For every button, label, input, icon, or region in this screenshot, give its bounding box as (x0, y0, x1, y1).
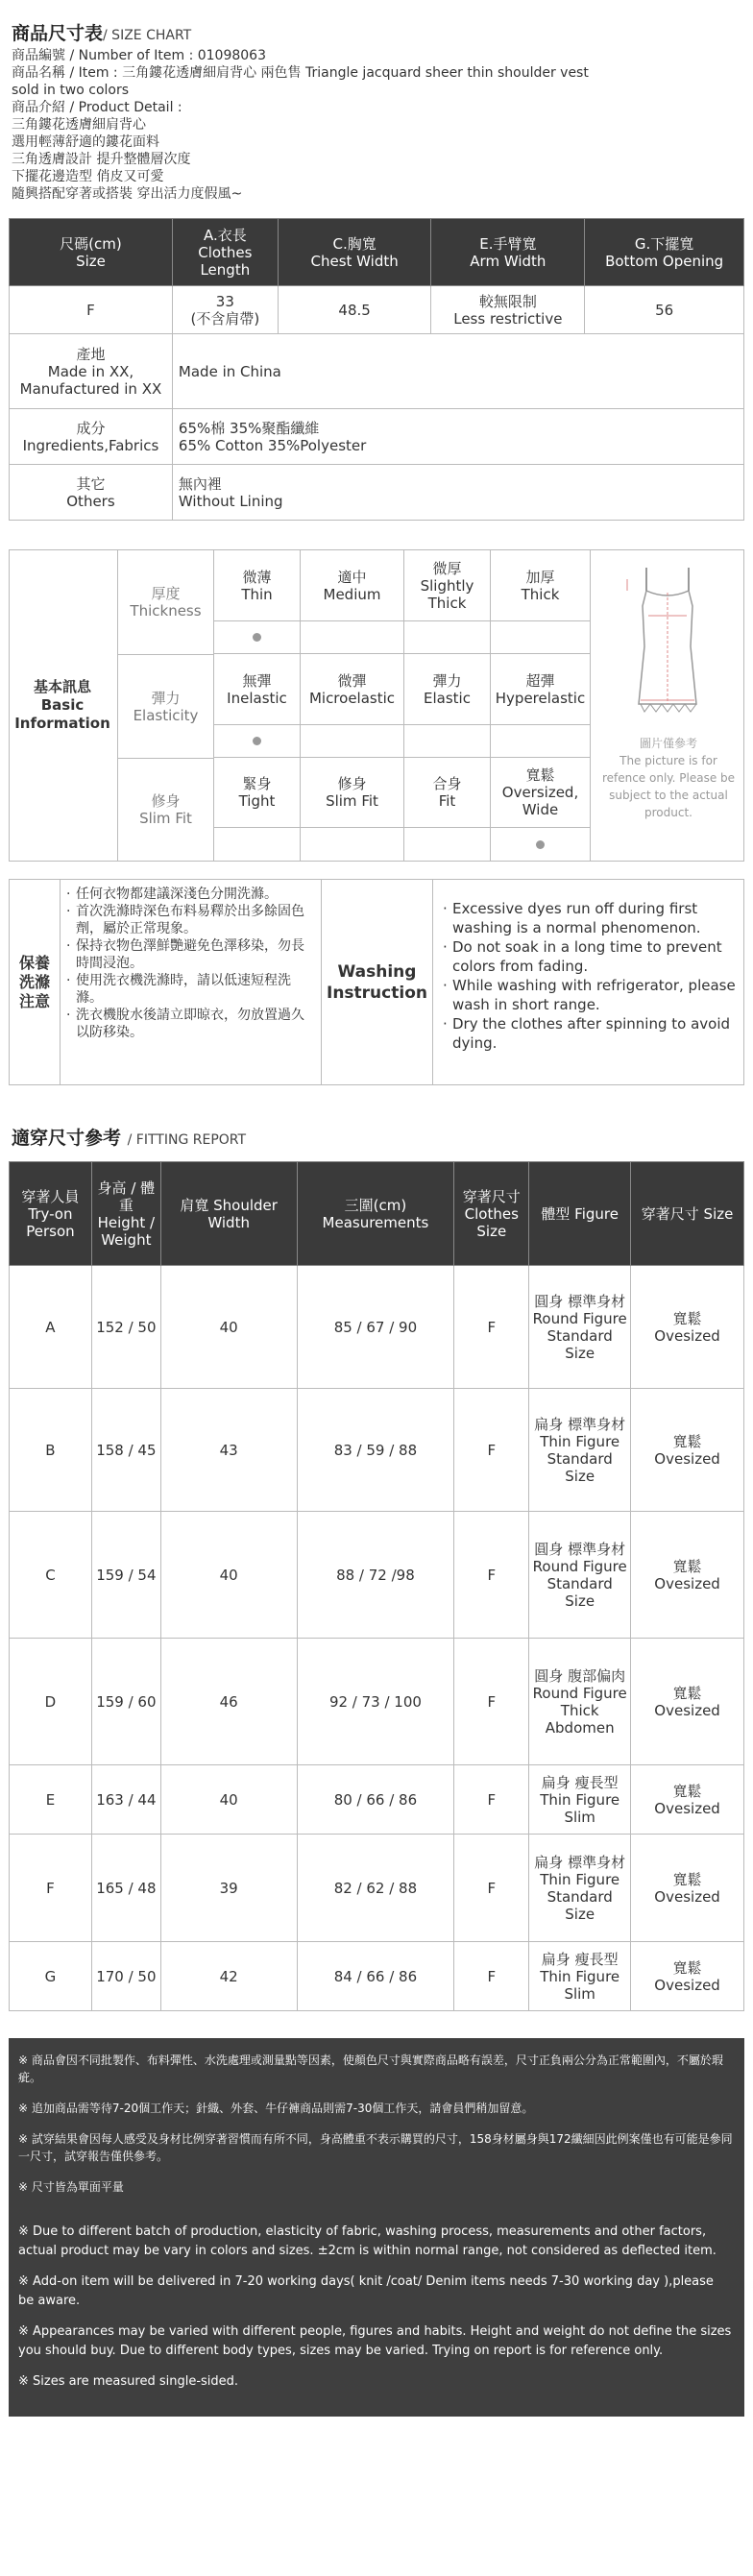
person-cell: E (10, 1765, 92, 1835)
option-elastic: 彈力 Elastic (403, 654, 490, 725)
fit-cell: 寬鬆 Ovesized (631, 1266, 744, 1389)
thickness-label: 厚度 Thickness (117, 550, 213, 654)
elasticity-label: 彈力 Elasticity (117, 654, 213, 758)
note-zh: ※ 商品會因不同批製作、布料彈性、水洗處理或測量點等因素，使顏色尺寸與實際商品略有誤差，尺寸正負兩公分為正常範圍內，不屬於瑕疵。 (18, 2054, 723, 2084)
list-item: · 首次洗滌時深色布料易釋於出多餘固色劑，屬於正常現象。 (66, 904, 304, 936)
detail-line: 隨興搭配穿著或搭裝 穿出活力度假風~ (12, 186, 243, 202)
option-tight: 緊身 Tight (213, 758, 300, 828)
option-slim-fit: 修身 Slim Fit (300, 758, 403, 828)
clothes-size-cell: F (454, 1765, 529, 1835)
figure-cell: 圓身 標準身材 Round Figure Standard Size (529, 1266, 631, 1389)
slimfit-marker (490, 828, 590, 861)
clothes-size-cell: F (454, 1942, 529, 2011)
measurements-cell: 85 / 67 / 90 (297, 1266, 454, 1389)
person-cell: D (10, 1639, 92, 1765)
empty-cell (213, 828, 300, 861)
figure-cell: 圓身 標準身材 Round Figure Standard Size (529, 1512, 631, 1639)
fitting-header-cell: 穿著尺寸 Size (631, 1162, 744, 1266)
fitting-header-row (10, 1162, 744, 1266)
fitting-header-cell: 穿著人員 Try-on Person (10, 1162, 92, 1266)
length-cell: 33 (不含肩帶) (172, 286, 278, 334)
size-header-row (10, 219, 744, 286)
figure-cell: 扁身 標準身材 Thin Figure Standard Size (529, 1835, 631, 1942)
empty-cell (300, 725, 403, 758)
height-weight-cell: 158 / 45 (91, 1389, 160, 1512)
thickness-marker (213, 621, 300, 654)
washing-zh-list (60, 880, 321, 1084)
figure-cell: 圓身 腹部偏肉 Round Figure Thick Abdomen (529, 1639, 631, 1765)
origin-label: 產地 Made in XX, Manufactured in XX (10, 334, 173, 409)
height-weight-cell: 159 / 54 (91, 1512, 160, 1639)
size-header-cell: 尺碼(cm) Size (10, 219, 173, 286)
others-value: 無內裡 Without Lining (172, 465, 743, 521)
height-weight-cell: 152 / 50 (91, 1266, 160, 1389)
ingredients-row (10, 409, 744, 465)
others-row (10, 465, 744, 521)
measurements-cell: 88 / 72 /98 (297, 1512, 454, 1639)
list-item: · While washing with refrigerator, please wash in short range. (443, 977, 736, 1013)
ingredients-label: 成分 Ingredients,Fabrics (10, 409, 173, 465)
item-name: 商品名稱 / Item : 三角鏤花透膚細肩背心 兩色售 Triangle jacquard sheer thin shoulder vest (12, 65, 589, 81)
shoulder-cell: 42 (160, 1942, 297, 2011)
person-cell: C (10, 1512, 92, 1639)
fit-cell: 寬鬆 Ovesized (631, 1389, 744, 1512)
fitting-header-cell: 三圍(cm) Measurements (297, 1162, 454, 1266)
figure-cell: 扁身 標準身材 Thin Figure Standard Size (529, 1389, 631, 1512)
shoulder-cell: 40 (160, 1512, 297, 1639)
fit-cell: 寬鬆 Ovesized (631, 1512, 744, 1639)
person-cell: F (10, 1835, 92, 1942)
product-diagram (590, 550, 743, 861)
product-info (12, 47, 741, 203)
elasticity-marker (213, 725, 300, 758)
option-thick: 加厚 Thick (490, 550, 590, 621)
empty-cell (300, 621, 403, 654)
person-cell: B (10, 1389, 92, 1512)
title-en: / SIZE CHART (103, 28, 192, 43)
measurements-cell: 83 / 59 / 88 (297, 1389, 454, 1512)
fit-cell: 寬鬆 Ovesized (631, 1942, 744, 2011)
size-header-cell: E.手臂寬 Arm Width (431, 219, 585, 286)
fitting-header-cell: 體型 Figure (529, 1162, 631, 1266)
figure-cell: 扁身 瘦長型 Thin Figure Slim (529, 1942, 631, 2011)
size-row (10, 286, 744, 334)
table-row (10, 1389, 744, 1512)
detail-line: 三角透膚設計 提升整體層次度 (12, 152, 191, 167)
list-item: · 洗衣機脫水後請立即晾衣，勿放置過久以防移染。 (66, 1008, 304, 1040)
image-note: 圖片僅參考 The picture is for refence only. Please be subject to the actual product. (601, 737, 736, 819)
basic-info-label: 基本訊息 Basic Information (14, 678, 110, 732)
person-cell: A (10, 1266, 92, 1389)
fitting-header-cell: 穿著尺寸 Clothes Size (454, 1162, 529, 1266)
measurements-cell: 82 / 62 / 88 (297, 1835, 454, 1942)
option-oversized: 寬鬆 Oversized, Wide (490, 758, 590, 828)
empty-cell (403, 725, 490, 758)
item-name-cont: sold in two colors (12, 83, 130, 98)
chest-cell: 48.5 (278, 286, 431, 334)
product-header (0, 0, 753, 203)
table-row (10, 1835, 744, 1942)
notes-box (9, 2038, 744, 2417)
origin-row (10, 334, 744, 409)
note-en: ※ Due to different batch of production, elasticity of fabric, washing process, measurements and other factors, actual product may be vary in colors and sizes. ±2cm is within normal range, not considered as deflected item. (18, 2224, 717, 2258)
washing-label: 保養洗滌注意 (18, 953, 50, 1010)
empty-cell (403, 621, 490, 654)
person-cell: G (10, 1942, 92, 2011)
option-inelastic: 無彈 Inelastic (213, 654, 300, 725)
others-label: 其它 Others (10, 465, 173, 521)
clothes-size-cell: F (454, 1512, 529, 1639)
table-row (10, 1942, 744, 2011)
note-en: ※ Add-on item will be delivered in 7-20 working days( knit /coat/ Denim items needs 7-30 working day ),please be aware. (18, 2274, 714, 2308)
empty-cell (300, 828, 403, 861)
bottom-cell: 56 (585, 286, 744, 334)
fitting-header-cell: 肩寬 Shoulder Width (160, 1162, 297, 1266)
size-header-cell: C.胸寬 Chest Width (278, 219, 431, 286)
option-thin: 微薄 Thin (213, 550, 300, 621)
washing-instruction-label: Washing Instruction (321, 880, 432, 1084)
clothes-size-cell: F (454, 1389, 529, 1512)
empty-cell (490, 725, 590, 758)
item-number: 商品編號 / Number of Item : 01098063 (12, 48, 266, 63)
tank-top-diagram-icon (591, 550, 744, 733)
note-zh: ※ 試穿結果會因每人感受及身材比例穿著習慣而有所不同，身高體重不表示購買的尺寸，158身材屬身與172纖細因此例案僅也有可能是參同一尺寸，試穿報告僅供參考。 (18, 2132, 733, 2163)
shoulder-cell: 39 (160, 1835, 297, 1942)
clothes-size-cell: F (454, 1835, 529, 1942)
measurements-cell: 92 / 73 / 100 (297, 1639, 454, 1765)
basic-info (9, 549, 744, 862)
fit-cell: 寬鬆 Ovesized (631, 1639, 744, 1765)
note-en: ※ Appearances may be varied with different people, figures and habits. Height and weight do not define the sizes you should buy. Due to different body types, sizes may be varied. Trying on report is for reference only. (18, 2324, 732, 2358)
empty-cell (490, 621, 590, 654)
empty-cell (403, 828, 490, 861)
note-en: ※ Sizes are measured single-sided. (18, 2374, 239, 2389)
size-header-cell: G.下擺寬 Bottom Opening (585, 219, 744, 286)
height-weight-cell: 165 / 48 (91, 1835, 160, 1942)
option-microelastic: 微彈 Microelastic (300, 654, 403, 725)
clothes-size-cell: F (454, 1266, 529, 1389)
detail-line: 三角鏤花透膚細肩背心 (12, 117, 146, 133)
detail-line: 選用輕薄舒適的鏤花面料 (12, 134, 159, 150)
washing-en-list (432, 880, 743, 1084)
height-weight-cell: 159 / 60 (91, 1639, 160, 1765)
height-weight-cell: 170 / 50 (91, 1942, 160, 2011)
page-title (12, 19, 741, 45)
list-item: · 任何衣物都建議深淺色分開洗滌。 (66, 887, 278, 902)
clothes-size-cell: F (454, 1639, 529, 1765)
fit-cell: 寬鬆 Ovesized (631, 1765, 744, 1835)
option-hyperelastic: 超彈 Hyperelastic (490, 654, 590, 725)
slimfit-label: 修身 Slim Fit (117, 758, 213, 861)
note-zh: ※ 追加商品需等待7-20個工作天；針織、外套、牛仔褲商品則需7-30個工作天，請會員們稍加留意。 (18, 2102, 534, 2115)
list-item: · Do not soak in a long time to prevent colors from fading. (443, 938, 722, 975)
fit-cell: 寬鬆 Ovesized (631, 1835, 744, 1942)
list-item: · Dry the clothes after spinning to avoid dying. (443, 1015, 731, 1052)
washing-section (9, 879, 744, 1085)
detail-heading: 商品介紹 / Product Detail : (12, 100, 182, 115)
table-row (10, 1639, 744, 1765)
ingredients-value: 65%棉 35%聚酯纖維 65% Cotton 35%Polyester (172, 409, 743, 465)
measurements-cell: 80 / 66 / 86 (297, 1765, 454, 1835)
size-table (9, 218, 744, 521)
size-header-cell: A.衣長 Clothes Length (172, 219, 278, 286)
origin-value: Made in China (172, 334, 743, 409)
title-zh: 商品尺寸表 (12, 23, 104, 44)
shoulder-cell: 46 (160, 1639, 297, 1765)
height-weight-cell: 163 / 44 (91, 1765, 160, 1835)
table-row (10, 1266, 744, 1389)
option-medium: 適中 Medium (300, 550, 403, 621)
list-item: · 保持衣物色澤鮮艷避免色澤移染，勿長時間浸泡。 (66, 938, 304, 971)
figure-cell: 扁身 瘦長型 Thin Figure Slim (529, 1765, 631, 1835)
size-cell: F (10, 286, 173, 334)
list-item: · Excessive dyes run off during first washing is a normal phenomenon. (443, 900, 701, 936)
table-row (10, 1512, 744, 1639)
fitting-header-cell: 身高 / 體重 Height / Weight (91, 1162, 160, 1266)
fitting-report-title: 適穿尺寸參考 / FITTING REPORT (12, 1128, 247, 1149)
list-item: · 使用洗衣機洗滌時，請以低速短程洗滌。 (66, 973, 291, 1006)
option-fit: 合身 Fit (403, 758, 490, 828)
detail-line: 下擺花邊造型 俏皮又可愛 (12, 169, 164, 184)
shoulder-cell: 40 (160, 1765, 297, 1835)
table-row (10, 1765, 744, 1835)
arm-cell: 較無限制 Less restrictive (431, 286, 585, 334)
shoulder-cell: 40 (160, 1266, 297, 1389)
fitting-table (9, 1161, 744, 2011)
measurements-cell: 84 / 66 / 86 (297, 1942, 454, 2011)
shoulder-cell: 43 (160, 1389, 297, 1512)
note-zh: ※ 尺寸皆為單面平量 (18, 2180, 124, 2194)
option-slightly-thick: 微厚 Slightly Thick (403, 550, 490, 621)
